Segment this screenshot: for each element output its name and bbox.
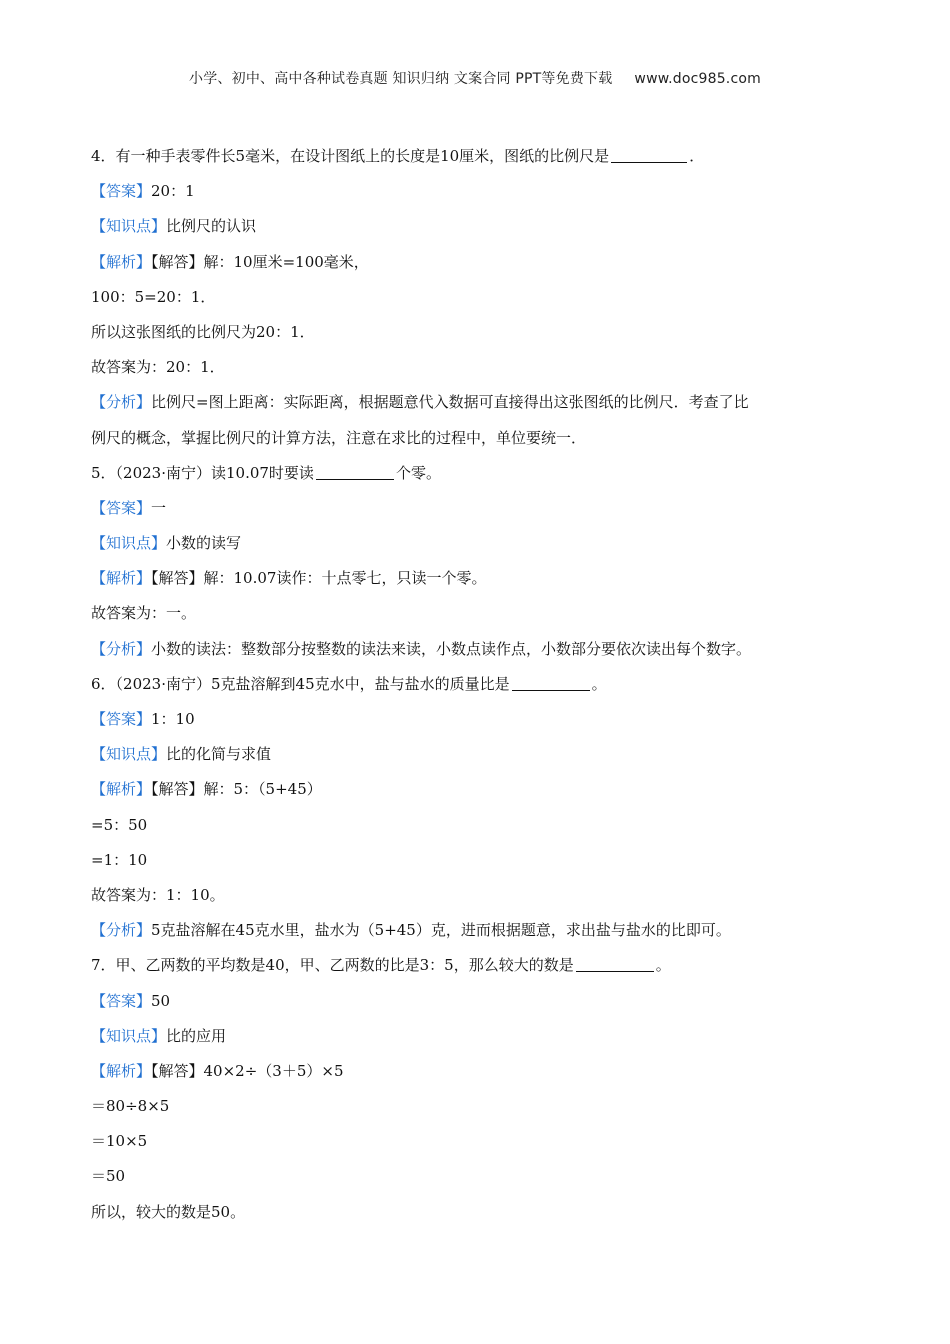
q4-answer: 【答案】20：1 bbox=[91, 182, 195, 201]
answer-blank bbox=[512, 672, 590, 691]
q7-analysis: 【解析】【解答】40×2÷（3＋5）×5 bbox=[91, 1061, 344, 1080]
q5-analysis: 【解析】【解答】解：10.07读作：十点零七，只读一个零。 bbox=[91, 569, 487, 588]
q7-answer: 【答案】50 bbox=[91, 991, 171, 1010]
q6-fenxi: 【分析】5克盐溶解在45克水里，盐水为（5+45）克，进而根据题意，求出盐与盐水的比即可。 bbox=[91, 921, 731, 940]
knowledge-label: 【知识点】 bbox=[91, 534, 167, 553]
q7-step: ＝10×5 bbox=[91, 1132, 148, 1151]
q4-knowledge: 【知识点】比例尺的认识 bbox=[91, 217, 257, 236]
fenxi-label: 【分析】 bbox=[91, 393, 152, 412]
q6-question: 6．（2023·南宁）5克盐溶解到45克水中，盐与盐水的质量比是 。 bbox=[91, 667, 871, 702]
analysis-label: 【解析】 bbox=[91, 252, 152, 271]
q5-fenxi: 【分析】小数的读法：整数部分按整数的读法来读，小数点读作点，小数部分要依次读出每个数字。 bbox=[91, 639, 752, 658]
q6-analysis: 【解析】【解答】解：5：（5+45） bbox=[91, 780, 322, 799]
fenxi-label: 【分析】 bbox=[91, 639, 152, 658]
q5-knowledge: 【知识点】小数的读写 bbox=[91, 534, 242, 553]
analysis-label: 【解析】 bbox=[91, 569, 152, 588]
q7-step: ＝50 bbox=[91, 1167, 126, 1186]
fenxi-label: 【分析】 bbox=[91, 921, 152, 940]
header-url[interactable]: www.doc985.com bbox=[634, 71, 761, 87]
answer-blank bbox=[611, 144, 687, 163]
answer-label: 【答案】 bbox=[91, 498, 152, 517]
analysis-label: 【解析】 bbox=[91, 1061, 152, 1080]
q4-step: 所以这张图纸的比例尺为20：1． bbox=[91, 322, 315, 341]
answer-label: 【答案】 bbox=[91, 710, 152, 728]
answer-label: 【答案】 bbox=[91, 991, 152, 1010]
answer-blank bbox=[576, 953, 654, 972]
q6-step: 故答案为：1：10。 bbox=[91, 885, 225, 904]
knowledge-label: 【知识点】 bbox=[91, 217, 167, 236]
knowledge-label: 【知识点】 bbox=[91, 745, 167, 764]
q7-step: ＝80÷8×5 bbox=[91, 1097, 170, 1116]
document-body bbox=[91, 139, 871, 1230]
q4-step: 100：5=20：1． bbox=[91, 287, 216, 306]
q5-question: 5．（2023·南宁）读10.07时要读 个零。 bbox=[91, 456, 871, 491]
answer-label: 【答案】 bbox=[91, 182, 152, 201]
q7-step: 所以，较大的数是50。 bbox=[91, 1202, 246, 1221]
page-header bbox=[0, 68, 950, 88]
knowledge-label: 【知识点】 bbox=[91, 1026, 167, 1045]
answer-blank bbox=[316, 461, 394, 480]
q5-answer: 【答案】一 bbox=[91, 498, 167, 517]
q7-knowledge: 【知识点】比的应用 bbox=[91, 1026, 227, 1045]
q4-question: 4．有一种手表零件长5毫米，在设计图纸上的长度是10厘米，图纸的比例尺是 ． bbox=[91, 139, 871, 174]
q6-answer: 【答案】1：10 bbox=[91, 710, 195, 728]
q7-question: 7．甲、乙两数的平均数是40，甲、乙两数的比是3：5，那么较大的数是 。 bbox=[91, 948, 871, 983]
q4-step: 故答案为：20：1． bbox=[91, 358, 225, 377]
q6-step: =1：10 bbox=[91, 850, 148, 869]
q6-step: =5：50 bbox=[91, 815, 148, 834]
header-site-text: 小学、初中、高中各种试卷真题 知识归纳 文案合同 PPT等免费下载 bbox=[189, 71, 613, 87]
q4-fenxi-continued: 例尺的概念，掌握比例尺的计算方法，注意在求比的过程中，单位要统一． bbox=[91, 428, 587, 447]
q4-analysis: 【解析】【解答】解：10厘米=100毫米， bbox=[91, 252, 369, 271]
analysis-label: 【解析】 bbox=[91, 780, 152, 799]
q5-step: 故答案为：一。 bbox=[91, 604, 197, 623]
q6-knowledge: 【知识点】比的化简与求值 bbox=[91, 745, 272, 764]
q4-fenxi: 【分析】比例尺=图上距离：实际距离，根据题意代入数据可直接得出这张图纸的比例尺．考查了比 bbox=[91, 393, 749, 412]
